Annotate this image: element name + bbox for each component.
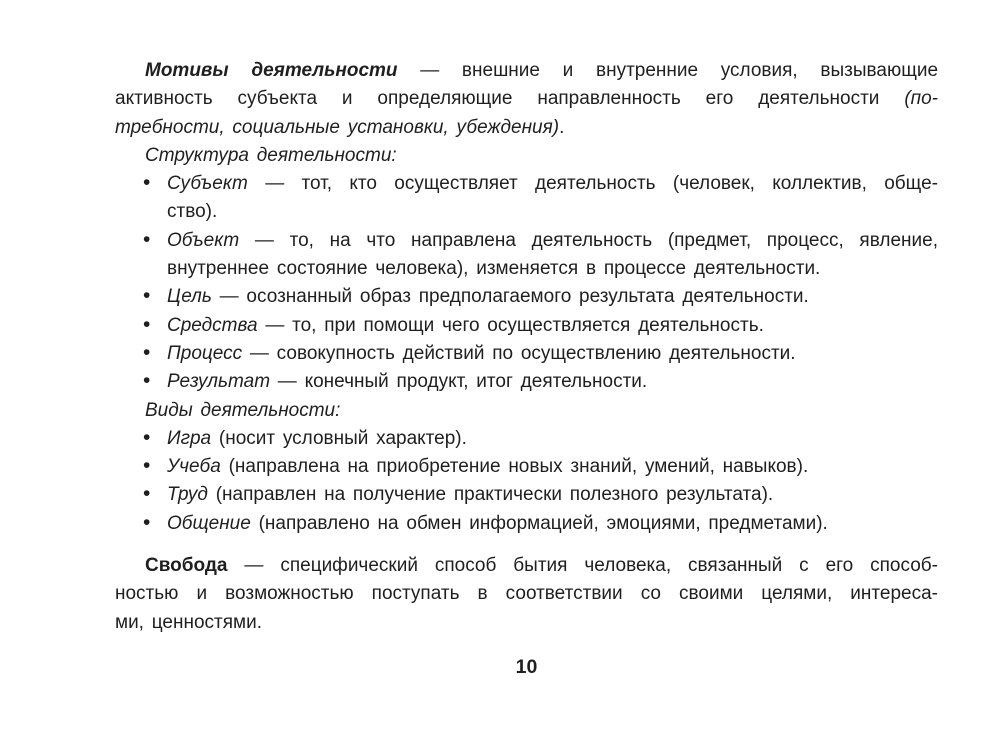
bullet-icon: •	[143, 425, 151, 449]
definition-motives	[115, 57, 938, 142]
bullet-icon: •	[143, 454, 151, 478]
list-item	[115, 425, 938, 453]
list-term: Цель	[167, 286, 212, 308]
text-line	[115, 580, 938, 608]
text-segment: ностью и возможностью поступать в соответствии со своими целями, интереса-	[115, 583, 938, 605]
text-segment: — то, при помощи чего осуществляется деятельность.	[257, 314, 764, 336]
list-term: Средства	[167, 314, 258, 336]
list-term: Общение	[167, 512, 251, 534]
text-line	[115, 85, 938, 113]
text-line	[115, 170, 938, 198]
text-line	[115, 283, 938, 311]
definition-freedom	[115, 552, 938, 637]
text-line	[115, 312, 938, 340]
list-item	[115, 368, 938, 396]
text-segment-italic: требности, социальные установки, убеждения)	[115, 116, 560, 138]
text-segment: активность субъекта и определяющие направленность его деятельности	[115, 88, 905, 110]
text-segment: (направлена на приобретение новых знаний, умений, навыков).	[220, 456, 809, 478]
bullet-icon: •	[143, 482, 151, 506]
text-line	[115, 227, 938, 255]
text-line	[115, 57, 938, 85]
text-line	[115, 255, 938, 283]
text-line	[115, 510, 938, 538]
text-line	[115, 481, 938, 509]
text-segment: — специфический способ бытия человека, связанный с его способ-	[227, 555, 938, 577]
text-segment: — конечный продукт, итог деятельности.	[270, 371, 648, 393]
list-term: Труд	[167, 484, 208, 506]
list-term: Результат	[167, 371, 271, 393]
list-term: Игра	[167, 427, 212, 449]
bullet-icon: •	[143, 171, 151, 195]
list-term: Субъект	[167, 173, 248, 195]
text-segment: (направлено на обмен информацией, эмоциями, предметами).	[250, 512, 828, 534]
text-segment: — внешние и внутренние условия, вызывающие	[397, 60, 939, 81]
list-term: Объект	[167, 229, 240, 251]
text-segment-italic: (по-	[904, 88, 938, 110]
text-segment: — совокупность действий по осуществлению деятельности.	[242, 342, 796, 364]
text-line	[115, 368, 938, 396]
text-line	[115, 453, 938, 481]
text-segment: (направлен на получение практически полезного результата).	[207, 484, 774, 506]
list-term: Процесс	[167, 342, 243, 364]
text-segment: ми, ценностями.	[115, 611, 262, 633]
text-segment: ство).	[167, 201, 218, 223]
bullet-icon: •	[143, 312, 151, 336]
text-line	[115, 114, 938, 142]
structure-heading: Структура деятельности:	[145, 144, 397, 166]
bullet-icon: •	[143, 369, 151, 393]
types-heading: Виды деятельности:	[145, 399, 341, 421]
text-segment: внутреннее состояние человека), изменяется в процессе деятельности.	[167, 258, 821, 280]
bullet-icon: •	[143, 510, 151, 534]
bullet-icon: •	[143, 227, 151, 251]
defined-term: Свобода	[145, 555, 228, 577]
list-item	[115, 227, 938, 284]
list-item	[115, 283, 938, 311]
text-line	[115, 609, 938, 637]
page-number: 10	[515, 655, 538, 678]
list-item	[115, 312, 938, 340]
structure-list	[115, 170, 938, 396]
text-segment: — осознанный образ предполагаемого результата деятельности.	[211, 286, 809, 308]
list-item	[115, 340, 938, 368]
text-segment: .	[559, 116, 565, 138]
list-item	[115, 170, 938, 227]
text-line	[115, 198, 938, 226]
defined-term: Мотивы деятельности	[145, 60, 398, 81]
text-line	[115, 552, 938, 580]
page-text-block	[115, 57, 938, 681]
text-line	[115, 425, 938, 453]
bullet-icon: •	[143, 340, 151, 364]
text-segment: — тот, кто осуществляет деятельность (человек, коллектив, обще-	[247, 173, 938, 195]
list-term: Учеба	[167, 456, 221, 478]
bullet-icon: •	[143, 284, 151, 308]
types-list	[115, 425, 938, 538]
list-item	[115, 510, 938, 538]
text-line	[115, 340, 938, 368]
text-segment: — то, на что направлена деятельность (предмет, процесс, явление,	[239, 229, 938, 251]
text-segment: (носит условный характер).	[211, 427, 467, 449]
list-item	[115, 453, 938, 481]
list-item	[115, 481, 938, 509]
